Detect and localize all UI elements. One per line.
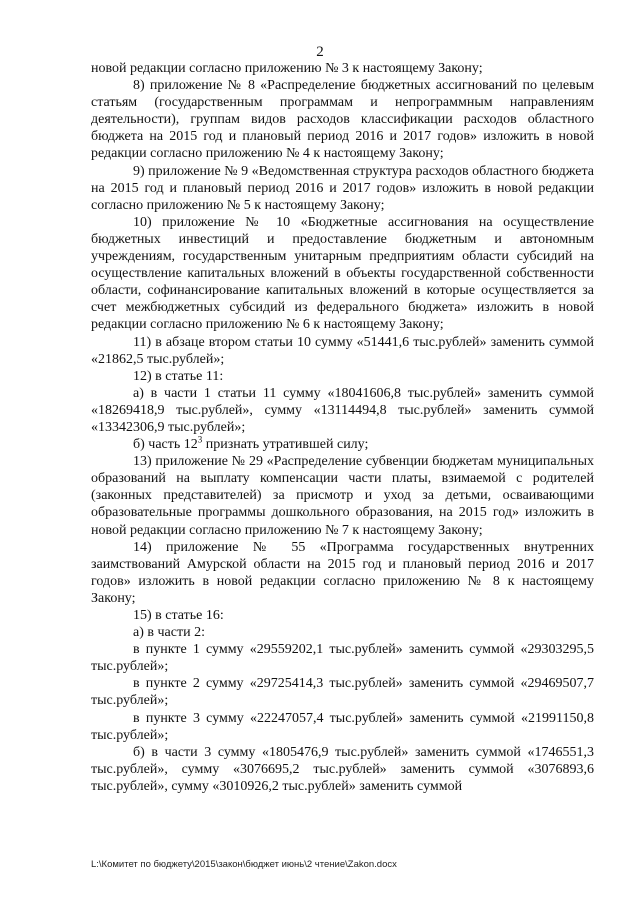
item-15a-point-3: в пункте 3 сумму «22247057,4 тыс.рублей» заменить суммой «21991150,8 тыс.рублей»; — [91, 710, 594, 743]
paragraph-continuation: новой редакции согласно приложению № 3 к настоящему Закону; — [91, 61, 483, 76]
item-11: 11) в абзаце втором статьи 10 сумму «51441,6 тыс.рублей» заменить суммой «21862,5 тыс.рублей»; — [91, 334, 594, 367]
item-9: 9) приложение № 9 «Ведомственная структура расходов областного бюджета на 2015 год и плановый период 2016 и 2017 годов» изложить в новой редакции согласно приложению № 5 к настоящему Закону; — [91, 163, 594, 213]
item-13: 13) приложение № 29 «Распределение субвенции бюджетам муниципальных образований на выплату компенсации части платы, взимаемой с родителей (законных представителей) за присмотр и уход за детьми, осваивающими образовательные программы дошкольного образования, на 2015 год» изложить в новой редакции согласно приложению № 7 к настоящему Закону; — [91, 454, 594, 538]
item-15a-point-1: в пункте 1 сумму «29559202,1 тыс.рублей» заменить суммой «29303295,5 тыс.рублей»; — [91, 642, 594, 675]
item-10: 10) приложение № 10 «Бюджетные ассигнования на осуществление бюджетных инвестиций и предоставление бюджетным и автономным учреждениям, государственным унитарным предприятиям области субсидий на осуществление капитальных вложений в объекты государственной собственности области, софинансирование капитальных вложений в которые осуществляется за счет межбюджетных субсидий из федерального бюджета» изложить в новой редакции согласно приложению № 6 к настоящему Закону; — [91, 214, 594, 333]
item-15a: а) в части 2: — [133, 625, 205, 641]
document-body — [91, 60, 594, 795]
item-12a: а) в части 1 статьи 11 сумму «18041606,8 тыс.рублей» заменить суммой «18269418,9 тыс.рублей», сумму «13114494,8 тыс.рублей» заменить суммой «13342306,9 тыс.рублей»; — [91, 385, 594, 435]
item-15b: б) в части 3 сумму «1805476,9 тыс.рублей» заменить суммой «1746551,3 тыс.рублей», сумму «3076695,2 тыс.рублей» заменить суммой «3076893,6 тыс.рублей», сумму «3010926,2 тыс.рублей» заменить суммой — [91, 744, 594, 794]
item-8: 8) приложение № 8 «Распределение бюджетных ассигнований по целевым статьям (государственным программам и непрограммным направлениям деятельности), группам видов расходов классификации расходов областного бюджета на 2015 год и плановый период 2016 и 2017 годов» изложить в новой редакции согласно приложению № 4 к настоящему Закону; — [91, 78, 594, 162]
page-number: 2 — [316, 44, 324, 60]
item-12b-superscript: 3 — [197, 434, 203, 445]
item-12b — [91, 436, 594, 453]
item-12: 12) в статье 11: — [133, 368, 224, 384]
item-15a-point-2: в пункте 2 сумму «29725414,3 тыс.рублей» заменить суммой «29469507,7 тыс.рублей»; — [91, 676, 594, 709]
footer-file-path: L:\Комитет по бюджету\2015\закон\бюджет июнь\2 чтение\Zakon.docx — [91, 859, 397, 870]
item-14: 14) приложение № 55 «Программа государственных внутренних заимствований Амурской области на 2015 год и плановый период 2016 и 2017 годов» изложить в новой редакции согласно приложению № 8 к настоящему Закону; — [91, 539, 594, 606]
item-12b-prefix: б) часть 12 — [133, 437, 198, 453]
item-15: 15) в статье 16: — [133, 608, 224, 623]
item-12b-suffix: признать утратившей силу; — [202, 437, 369, 453]
